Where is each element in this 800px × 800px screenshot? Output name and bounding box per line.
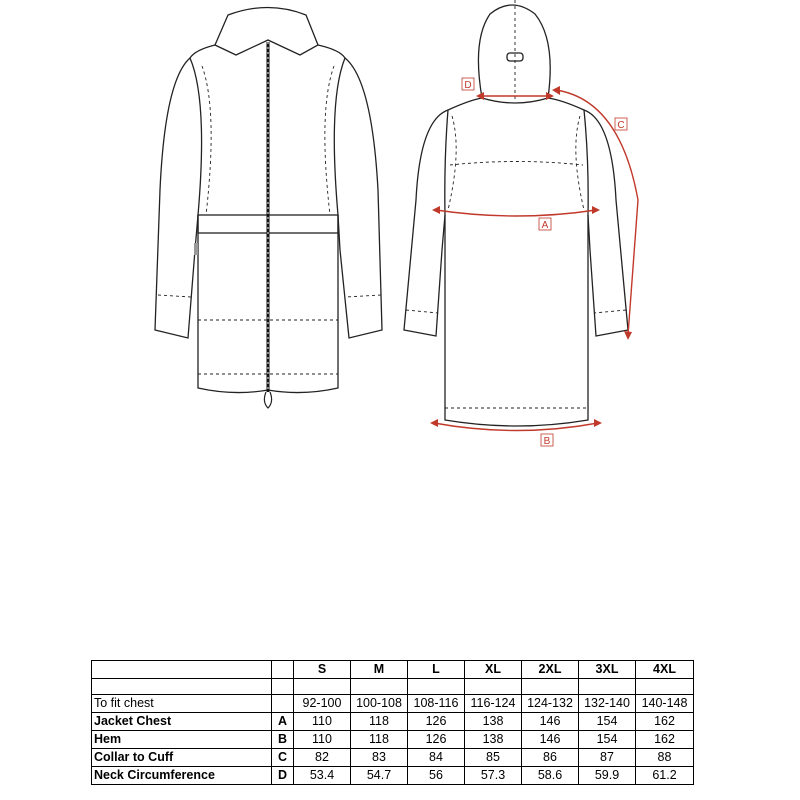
size-header: S <box>294 661 351 679</box>
back-hood <box>478 5 550 103</box>
size-header: 4XL <box>636 661 694 679</box>
size-header: M <box>351 661 408 679</box>
table-cell: 56 <box>408 767 465 785</box>
table-cell: 86 <box>522 749 579 767</box>
front-right-sleeve <box>338 58 382 338</box>
size-header: 3XL <box>579 661 636 679</box>
row-letter: D <box>272 767 294 785</box>
size-header: L <box>408 661 465 679</box>
spacer-row <box>92 679 694 695</box>
table-row <box>92 767 694 785</box>
table-cell: 146 <box>522 713 579 731</box>
table-cell: 138 <box>465 713 522 731</box>
table-cell: 53.4 <box>294 767 351 785</box>
label-a <box>539 218 551 231</box>
label-d <box>462 78 474 91</box>
row-label: To fit chest <box>92 695 272 713</box>
label-c <box>615 118 627 131</box>
table-row <box>92 695 694 713</box>
row-letter: A <box>272 713 294 731</box>
row-letter: C <box>272 749 294 767</box>
table-cell: 124-132 <box>522 695 579 713</box>
table-cell: 118 <box>351 713 408 731</box>
table-cell: 57.3 <box>465 767 522 785</box>
table-row <box>92 749 694 767</box>
table-cell: 110 <box>294 731 351 749</box>
row-letter: B <box>272 731 294 749</box>
label-b <box>541 434 553 447</box>
table-row <box>92 713 694 731</box>
row-label: Collar to Cuff <box>92 749 272 767</box>
svg-text:B: B <box>543 436 551 447</box>
front-view <box>155 8 382 409</box>
table-cell: 92-100 <box>294 695 351 713</box>
table-cell: 82 <box>294 749 351 767</box>
table-cell: 118 <box>351 731 408 749</box>
table-cell: 87 <box>579 749 636 767</box>
measurement-markers <box>430 86 638 431</box>
table-cell: 146 <box>522 731 579 749</box>
row-label: Hem <box>92 731 272 749</box>
back-body <box>445 98 588 426</box>
table-cell: 132-140 <box>579 695 636 713</box>
table-row <box>92 731 694 749</box>
size-header: XL <box>465 661 522 679</box>
row-label: Neck Circumference <box>92 767 272 785</box>
table-cell: 116-124 <box>465 695 522 713</box>
table-cell: 88 <box>636 749 694 767</box>
table-cell: 100-108 <box>351 695 408 713</box>
table-cell: 154 <box>579 731 636 749</box>
svg-text:A: A <box>541 220 549 231</box>
table-cell: 61.2 <box>636 767 694 785</box>
table-cell: 108-116 <box>408 695 465 713</box>
table-cell: 140-148 <box>636 695 694 713</box>
measure-b-line <box>434 423 598 431</box>
header-blank-letter <box>272 661 294 679</box>
table-cell: 154 <box>579 713 636 731</box>
header-blank <box>92 661 272 679</box>
table-cell: 162 <box>636 713 694 731</box>
back-yoke <box>450 162 583 166</box>
table-cell: 162 <box>636 731 694 749</box>
table-cell: 126 <box>408 731 465 749</box>
back-view <box>404 0 628 426</box>
row-label: Jacket Chest <box>92 713 272 731</box>
table-cell: 126 <box>408 713 465 731</box>
size-header-row <box>92 661 694 679</box>
table-cell: 58.6 <box>522 767 579 785</box>
table-cell: 110 <box>294 713 351 731</box>
measure-a-line <box>436 210 596 216</box>
table-cell: 59.9 <box>579 767 636 785</box>
svg-text:C: C <box>617 120 625 131</box>
svg-text:D: D <box>464 80 472 91</box>
table-cell: 138 <box>465 731 522 749</box>
table-cell: 84 <box>408 749 465 767</box>
size-chart-table <box>91 660 694 785</box>
front-drawcord <box>264 392 271 408</box>
table-cell: 85 <box>465 749 522 767</box>
row-letter <box>272 695 294 713</box>
table-cell: 83 <box>351 749 408 767</box>
size-header: 2XL <box>522 661 579 679</box>
table-cell: 54.7 <box>351 767 408 785</box>
back-left-sleeve <box>404 110 448 336</box>
